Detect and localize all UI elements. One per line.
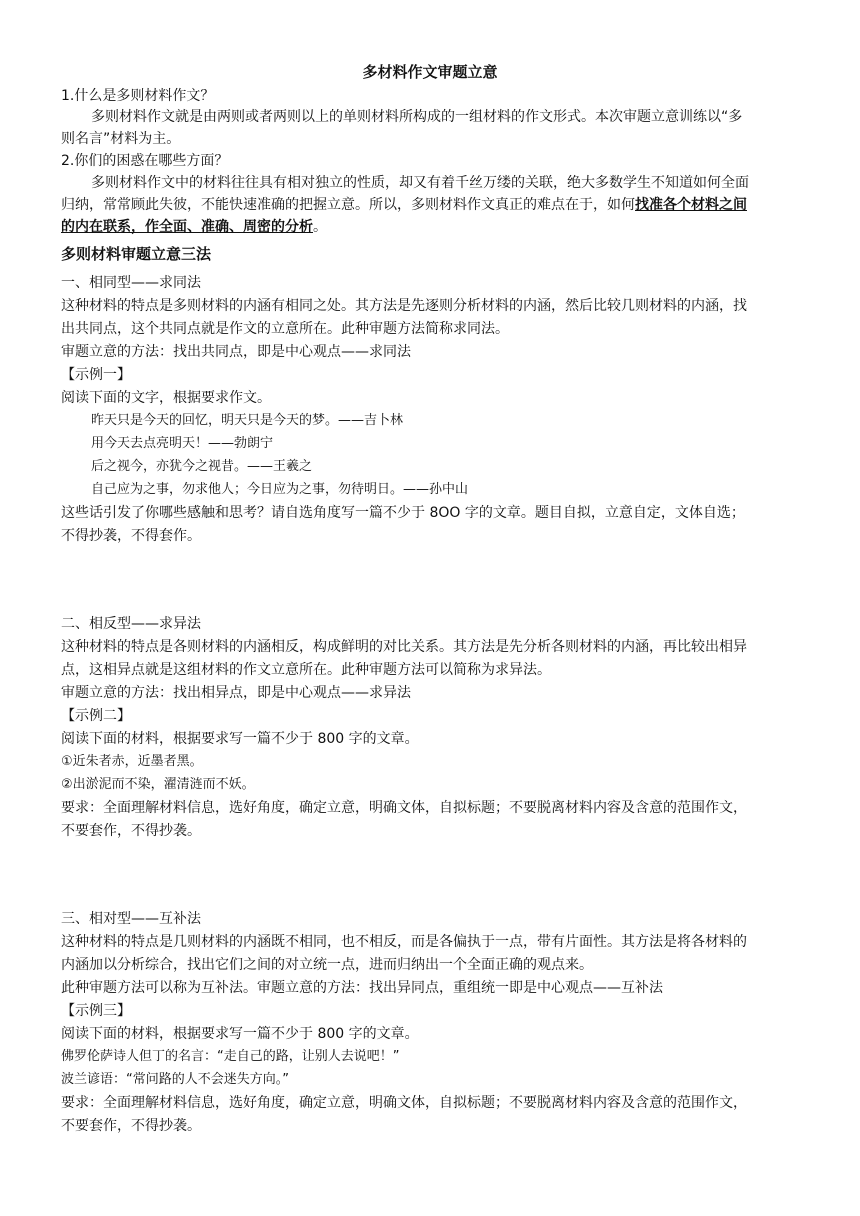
- section-1-method: 审题立意的方法：找出共同点，即是中心观点——求同法: [61, 344, 411, 360]
- answer-2-line-2: [61, 194, 801, 216]
- example-2-requirement-line-2: 不要套作，不得抄袭。: [61, 823, 201, 839]
- emphasis-text: 的内在联系，作全面、准确、周密的分析: [61, 219, 313, 235]
- section-2-method: 审题立意的方法：找出相异点，即是中心观点——求异法: [61, 685, 411, 701]
- example-2-prompt: 阅读下面的材料，根据要求写一篇不少于 800 字的文章。: [61, 731, 419, 747]
- section-1-desc-line-2: 出共同点，这个共同点就是作文的立意所在。此种审题方法简称求同法。: [61, 321, 509, 337]
- question-2: 2.你们的困惑在哪些方面？: [61, 153, 229, 169]
- quote-item: 自己应为之事，勿求他人；今日应为之事，勿待明日。——孙中山: [91, 482, 469, 497]
- answer-2-line-2-text: 归纳，常常顾此失彼，不能快速准确的把握立意。所以，多则材料作文真正的难点在于，如何: [61, 197, 635, 213]
- example-3-prompt: 阅读下面的材料，根据要求写一篇不少于 800 字的文章。: [61, 1026, 419, 1042]
- example-2-label: 【示例二】: [61, 708, 131, 724]
- answer-2-line-1: 多则材料作文中的材料往往具有相对独立的性质，却又有着千丝万缕的关联，绝大多数学生不知道如何全面: [91, 175, 749, 191]
- section-1-heading: 一、相同型——求同法: [61, 275, 201, 291]
- section-2-desc-line-2: 点，这相异点就是这组材料的作文立意所在。此种审题方法可以简称为求异法。: [61, 662, 551, 678]
- example-1-task-line-1: 这些话引发了你哪些感触和思考？请自选角度写一篇不少于 8OO 字的文章。题目自拟，立意自定，文体自选；: [61, 505, 745, 521]
- answer-1-line-1: 多则材料作文就是由两则或者两则以上的单则材料所构成的一组材料的作文形式。本次审题立意训练以“多: [91, 109, 743, 125]
- example-2-requirement-line-1: 要求：全面理解材料信息，选好角度，确定立意，明确文体，自拟标题；不要脱离材料内容及含意的范围作文，: [61, 800, 747, 816]
- question-1: 1.什么是多则材料作文？: [61, 88, 215, 104]
- methods-heading: 多则材料审题立意三法: [61, 245, 212, 263]
- quote-item: ②出淤泥而不染，濯清涟而不妖。: [61, 777, 255, 792]
- answer-1-line-2: 则名言”材料为主。: [61, 131, 181, 147]
- answer-2-line-3: [61, 216, 801, 238]
- section-2-heading: 二、相反型——求异法: [61, 616, 201, 632]
- document-title: 多材料作文审题立意: [362, 63, 498, 81]
- quote-item: 后之视今，亦犹今之视昔。——王羲之: [91, 459, 313, 474]
- quote-item: 佛罗伦萨诗人但丁的名言：“走自己的路，让别人去说吧！”: [61, 1049, 400, 1064]
- quote-item: 用今天去点亮明天！——勃朗宁: [91, 436, 274, 451]
- section-3-heading: 三、相对型——互补法: [61, 911, 201, 927]
- quote-item: 波兰谚语：“常问路的人不会迷失方向。”: [61, 1072, 289, 1087]
- section-1-desc-line-1: 这种材料的特点是多则材料的内涵有相同之处。其方法是先逐则分析材料的内涵，然后比较几则材料的内涵，找: [61, 298, 747, 314]
- example-1-label: 【示例一】: [61, 367, 131, 383]
- example-3-requirement-line-2: 不要套作，不得抄袭。: [61, 1118, 201, 1134]
- example-3-requirement-line-1: 要求：全面理解材料信息，选好角度，确定立意，明确文体，自拟标题；不要脱离材料内容及含意的范围作文，: [61, 1095, 747, 1111]
- example-3-label: 【示例三】: [61, 1003, 131, 1019]
- section-3-desc-line-1: 这种材料的特点是几则材料的内涵既不相同，也不相反，而是各偏执于一点，带有片面性。其方法是将各材料的: [61, 934, 747, 950]
- section-2-desc-line-1: 这种材料的特点是各则材料的内涵相反，构成鲜明的对比关系。其方法是先分析各则材料的内涵，再比较出相异: [61, 639, 747, 655]
- section-3-desc-line-2: 内涵加以分析综合，找出它们之间的对立统一点，进而归纳出一个全面正确的观点来。: [61, 957, 593, 973]
- example-1-task-line-2: 不得抄袭，不得套作。: [61, 528, 201, 544]
- quote-item: ①近朱者赤，近墨者黑。: [61, 754, 203, 769]
- example-1-prompt: 阅读下面的文字，根据要求作文。: [61, 390, 271, 406]
- answer-2-line-3-end: 。: [313, 219, 327, 235]
- quote-item: 昨天只是今天的回忆，明天只是今天的梦。——吉卜林: [91, 413, 404, 428]
- emphasis-text: 找准各个材料之间: [635, 197, 747, 213]
- section-3-method: 此种审题方法可以称为互补法。审题立意的方法：找出异同点，重组统一即是中心观点——互补法: [61, 980, 663, 996]
